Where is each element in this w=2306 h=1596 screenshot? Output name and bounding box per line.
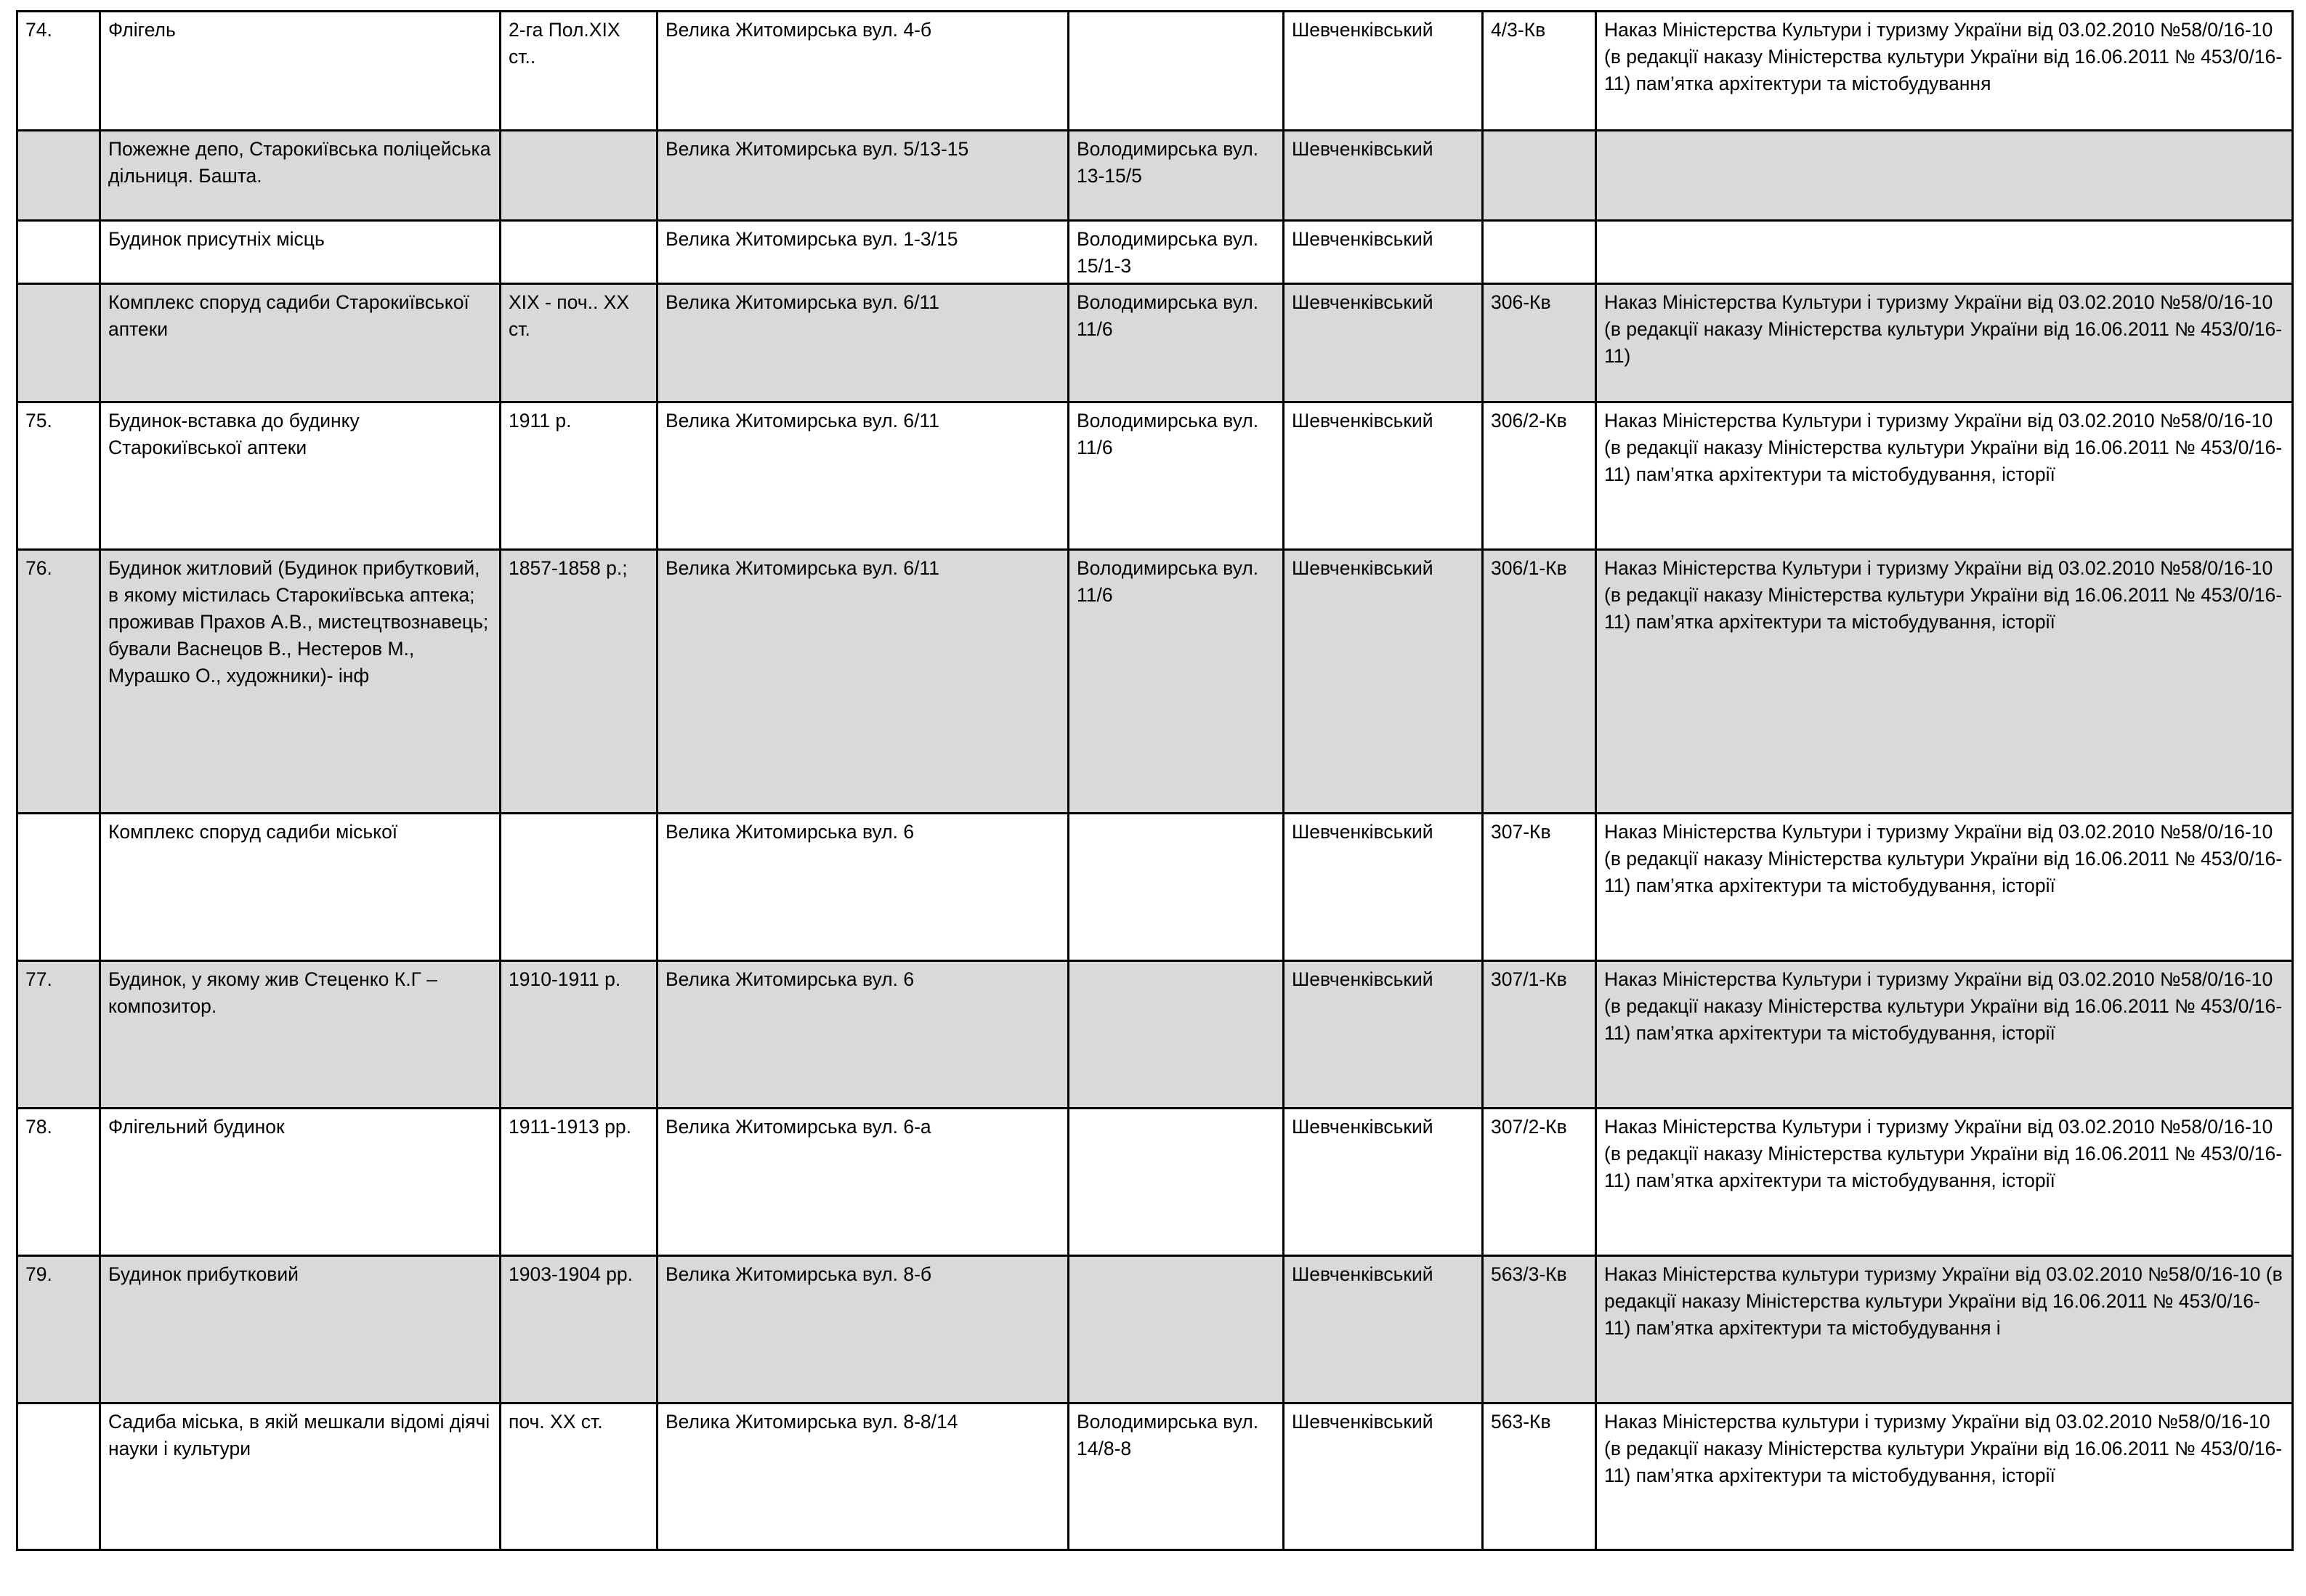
cell-document: Наказ Міністерства Культури і туризму України від 03.02.2010 №58/0/16-10 (в редакції наказу Міністерства культури України від 16.06.2011 № 453/0/16-11) пам’ятка архітектури та містобудування, історії [1596, 814, 2293, 961]
cell-date: 2-га Пол.ХІХ ст.. [501, 12, 658, 131]
cell-name: Будинок присутніх місць [100, 221, 501, 284]
cell-date [501, 814, 658, 961]
cell-district: Шевченківський [1284, 814, 1483, 961]
table-row [17, 402, 2293, 550]
cell-date: 1910-1911 р. [501, 961, 658, 1109]
table-row [17, 1403, 2293, 1550]
cell-district: Шевченківський [1284, 402, 1483, 550]
cell-alt-address [1069, 1109, 1284, 1256]
cell-address: Велика Житомирська вул. 1-3/15 [658, 221, 1069, 284]
cell-date: 1903-1904 рр. [501, 1256, 658, 1403]
cell-address: Велика Житомирська вул. 6/11 [658, 550, 1069, 814]
cell-district: Шевченківський [1284, 550, 1483, 814]
table-row [17, 131, 2293, 221]
cell-protection-number: 306/2-Кв [1483, 402, 1596, 550]
cell-number [17, 284, 100, 402]
cell-date [501, 221, 658, 284]
cell-number: 77. [17, 961, 100, 1109]
cell-name: Комплекс споруд садиби Старокиївської аптеки [100, 284, 501, 402]
cell-number [17, 221, 100, 284]
cell-protection-number: 307-Кв [1483, 814, 1596, 961]
cell-name: Пожежне депо, Старокиївська поліцейська дільниця. Башта. [100, 131, 501, 221]
cell-address: Велика Житомирська вул. 8-8/14 [658, 1403, 1069, 1550]
cell-alt-address: Володимирська вул. 11/6 [1069, 402, 1284, 550]
cell-document: Наказ Міністерства Культури і туризму України від 03.02.2010 №58/0/16-10 (в редакції наказу Міністерства культури України від 16.06.2011 № 453/0/16-11) пам’ятка архітектури та містобудування, історії [1596, 1109, 2293, 1256]
cell-district: Шевченківський [1284, 1109, 1483, 1256]
table-row [17, 550, 2293, 814]
cell-address: Велика Житомирська вул. 8-б [658, 1256, 1069, 1403]
cell-name: Садиба міська, в якій мешкали відомі діячі науки і культури [100, 1403, 501, 1550]
cell-name: Будинок, у якому жив Стеценко К.Г – композитор. [100, 961, 501, 1109]
cell-document: Наказ Міністерства Культури і туризму України від 03.02.2010 №58/0/16-10 (в редакції наказу Міністерства культури України від 16.06.2011 № 453/0/16-11) пам’ятка архітектури та містобудування, історії [1596, 550, 2293, 814]
table-row [17, 221, 2293, 284]
cell-document: Наказ Міністерства Культури і туризму України від 03.02.2010 №58/0/16-10 (в редакції наказу Міністерства культури України від 16.06.2011 № 453/0/16-11) [1596, 284, 2293, 402]
cell-alt-address [1069, 1256, 1284, 1403]
cell-number [17, 131, 100, 221]
cell-number: 74. [17, 12, 100, 131]
cell-alt-address: Володимирська вул. 11/6 [1069, 550, 1284, 814]
cell-protection-number [1483, 131, 1596, 221]
cell-district: Шевченківський [1284, 131, 1483, 221]
cell-alt-address: Володимирська вул. 15/1-3 [1069, 221, 1284, 284]
cell-document: Наказ Міністерства культури туризму України від 03.02.2010 №58/0/16-10 (в редакції наказу Міністерства культури України від 16.06.2011 № 453/0/16-11) пам’ятка архітектури та містобудування і [1596, 1256, 2293, 1403]
cell-alt-address [1069, 12, 1284, 131]
cell-date: поч. ХХ ст. [501, 1403, 658, 1550]
cell-protection-number [1483, 221, 1596, 284]
cell-district: Шевченківський [1284, 1256, 1483, 1403]
cell-date: 1911-1913 рр. [501, 1109, 658, 1256]
cell-district: Шевченківський [1284, 961, 1483, 1109]
cell-alt-address [1069, 961, 1284, 1109]
cell-address: Велика Житомирська вул. 6 [658, 961, 1069, 1109]
cell-protection-number: 306/1-Кв [1483, 550, 1596, 814]
cell-date: 1857-1858 р.; [501, 550, 658, 814]
cell-date: 1911 р. [501, 402, 658, 550]
cell-district: Шевченківський [1284, 12, 1483, 131]
cell-document [1596, 221, 2293, 284]
cell-protection-number: 4/3-Кв [1483, 12, 1596, 131]
cell-name: Флігель [100, 12, 501, 131]
cell-address: Велика Житомирська вул. 6 [658, 814, 1069, 961]
cell-protection-number: 306-Кв [1483, 284, 1596, 402]
cell-alt-address: Володимирська вул. 11/6 [1069, 284, 1284, 402]
cell-address: Велика Житомирська вул. 6-а [658, 1109, 1069, 1256]
cell-protection-number: 563/3-Кв [1483, 1256, 1596, 1403]
cell-name: Флігельний будинок [100, 1109, 501, 1256]
cell-document: Наказ Міністерства Культури і туризму України від 03.02.2010 №58/0/16-10 (в редакції наказу Міністерства культури України від 16.06.2011 № 453/0/16-11) пам’ятка архітектури та містобудування, історії [1596, 961, 2293, 1109]
document-page [16, 10, 2291, 1551]
cell-number: 75. [17, 402, 100, 550]
cell-name: Будинок прибутковий [100, 1256, 501, 1403]
table-row [17, 1256, 2293, 1403]
cell-alt-address: Володимирська вул. 14/8-8 [1069, 1403, 1284, 1550]
cell-address: Велика Житомирська вул. 6/11 [658, 284, 1069, 402]
table-row [17, 1109, 2293, 1256]
cell-address: Велика Житомирська вул. 4-б [658, 12, 1069, 131]
cell-name: Будинок-вставка до будинку Старокиївської аптеки [100, 402, 501, 550]
table-row [17, 814, 2293, 961]
cell-date [501, 131, 658, 221]
table-row [17, 284, 2293, 402]
cell-alt-address: Володимирська вул. 13-15/5 [1069, 131, 1284, 221]
heritage-registry-table [16, 10, 2294, 1551]
table-row [17, 12, 2293, 131]
cell-name: Будинок житловий (Будинок прибутковий, в якому містилась Старокиївська аптека; проживав Прахов А.В., мистецтвознавець; бували Васнецов В., Нестеров М., Мурашко О., художники)- інф [100, 550, 501, 814]
cell-protection-number: 307/1-Кв [1483, 961, 1596, 1109]
cell-number [17, 1403, 100, 1550]
cell-number: 79. [17, 1256, 100, 1403]
cell-number [17, 814, 100, 961]
cell-name: Комплекс споруд садиби міської [100, 814, 501, 961]
cell-document [1596, 131, 2293, 221]
cell-date: ХІХ - поч.. ХХ ст. [501, 284, 658, 402]
cell-district: Шевченківський [1284, 284, 1483, 402]
cell-document: Наказ Міністерства Культури і туризму України від 03.02.2010 №58/0/16-10 (в редакції наказу Міністерства культури України від 16.06.2011 № 453/0/16-11) пам’ятка архітектури та містобудування [1596, 12, 2293, 131]
cell-number: 76. [17, 550, 100, 814]
cell-document: Наказ Міністерства Культури і туризму України від 03.02.2010 №58/0/16-10 (в редакції наказу Міністерства культури України від 16.06.2011 № 453/0/16-11) пам’ятка архітектури та містобудування, історії [1596, 402, 2293, 550]
table-row [17, 961, 2293, 1109]
cell-alt-address [1069, 814, 1284, 961]
cell-number: 78. [17, 1109, 100, 1256]
cell-district: Шевченківський [1284, 221, 1483, 284]
cell-district: Шевченківський [1284, 1403, 1483, 1550]
cell-address: Велика Житомирська вул. 6/11 [658, 402, 1069, 550]
cell-protection-number: 563-Кв [1483, 1403, 1596, 1550]
cell-document: Наказ Міністерства культури і туризму України від 03.02.2010 №58/0/16-10 (в редакції наказу Міністерства культури України від 16.06.2011 № 453/0/16-11) пам’ятка архітектури та містобудування, історії [1596, 1403, 2293, 1550]
cell-address: Велика Житомирська вул. 5/13-15 [658, 131, 1069, 221]
cell-protection-number: 307/2-Кв [1483, 1109, 1596, 1256]
table-body [17, 12, 2293, 1550]
